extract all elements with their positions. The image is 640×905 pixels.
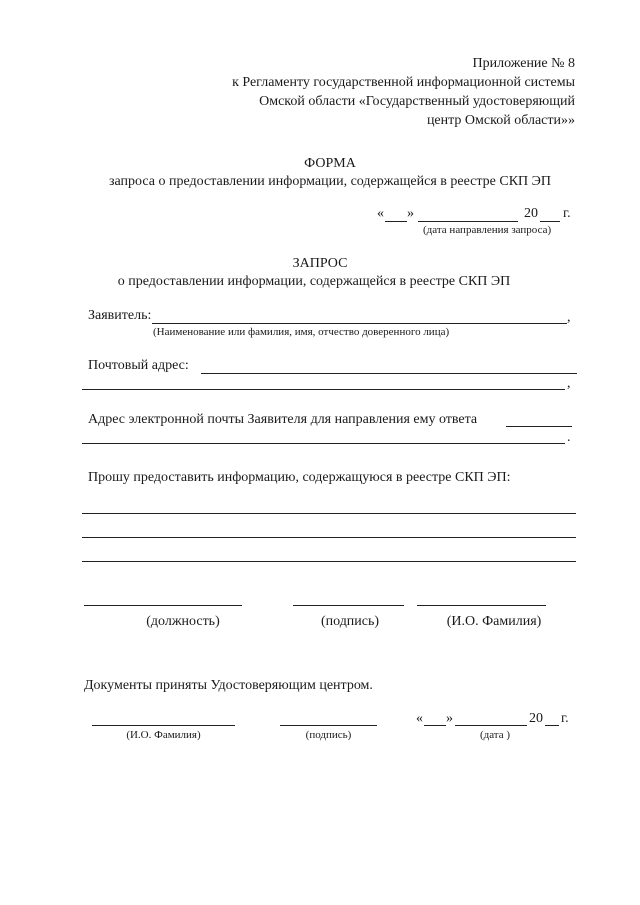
acceptance-text: Документы приняты Удостоверяющим центром.	[84, 678, 373, 693]
email-period: .	[567, 430, 571, 445]
appendix-number: Приложение № 8	[472, 56, 575, 71]
date-year-line	[540, 221, 560, 222]
date-caption: (дата направления запроса)	[423, 224, 552, 236]
applicant-comma: ,	[567, 310, 571, 325]
email-label: Адрес электронной почты Заявителя для направления ему ответа	[88, 412, 478, 427]
acceptance-name-caption: (И.О. Фамилия)	[126, 729, 201, 741]
acceptance-date-caption: (дата )	[479, 729, 511, 741]
appendix-line-2: к Регламенту государственной информационной системы	[232, 75, 575, 90]
postal-line-2[interactable]	[82, 389, 565, 390]
appendix-line-4: центр Омской области»»	[426, 113, 575, 128]
date-day-line	[385, 221, 407, 222]
applicant-line[interactable]	[152, 323, 567, 324]
postal-label: Почтовый адрес:	[88, 358, 189, 373]
acceptance-date-month-line[interactable]	[455, 725, 527, 726]
date-year-suffix: г.	[563, 206, 571, 221]
request-line-2[interactable]	[82, 537, 576, 538]
name-caption: (И.О. Фамилия)	[446, 614, 542, 629]
applicant-label: Заявитель:	[88, 308, 152, 323]
request-line-3[interactable]	[82, 561, 576, 562]
acceptance-date-year-prefix: 20	[529, 711, 543, 726]
appendix-line-3: Омской области «Государственный удостоверяющий	[259, 94, 575, 109]
date-open-quote: «	[377, 206, 384, 221]
acceptance-date-day-line[interactable]	[424, 725, 446, 726]
position-line[interactable]	[84, 605, 242, 606]
postal-comma: ,	[567, 376, 571, 391]
postal-line-1[interactable]	[201, 373, 577, 374]
form-subtitle: запроса о предоставлении информации, содержащейся в реестре СКП ЭП	[108, 174, 552, 189]
acceptance-date-year-suffix: г.	[561, 711, 569, 726]
signature-line[interactable]	[293, 605, 404, 606]
acceptance-date-open-quote: «	[416, 711, 423, 726]
acceptance-signature-caption: (подпись)	[305, 729, 352, 741]
email-line-2[interactable]	[82, 443, 565, 444]
acceptance-name-line[interactable]	[92, 725, 235, 726]
form-title: ФОРМА	[304, 156, 356, 171]
date-year-prefix: 20	[524, 206, 538, 221]
position-caption: (должность)	[146, 614, 220, 629]
name-line[interactable]	[417, 605, 546, 606]
applicant-caption: (Наименование или фамилия, имя, отчество доверенного лица)	[153, 326, 450, 338]
signature-caption: (подпись)	[320, 614, 380, 629]
request-subtitle: о предоставлении информации, содержащейся в реестре СКП ЭП	[117, 274, 511, 289]
acceptance-signature-line[interactable]	[280, 725, 377, 726]
email-line-1[interactable]	[506, 426, 572, 427]
date-close-quote: »	[407, 206, 414, 221]
date-month-line	[418, 221, 518, 222]
request-line-1[interactable]	[82, 513, 576, 514]
request-title: ЗАПРОС	[292, 256, 348, 271]
acceptance-date-year-line[interactable]	[545, 725, 559, 726]
acceptance-date-close-quote: »	[446, 711, 453, 726]
request-text-label: Прошу предоставить информацию, содержащуюся в реестре СКП ЭП:	[88, 470, 511, 485]
